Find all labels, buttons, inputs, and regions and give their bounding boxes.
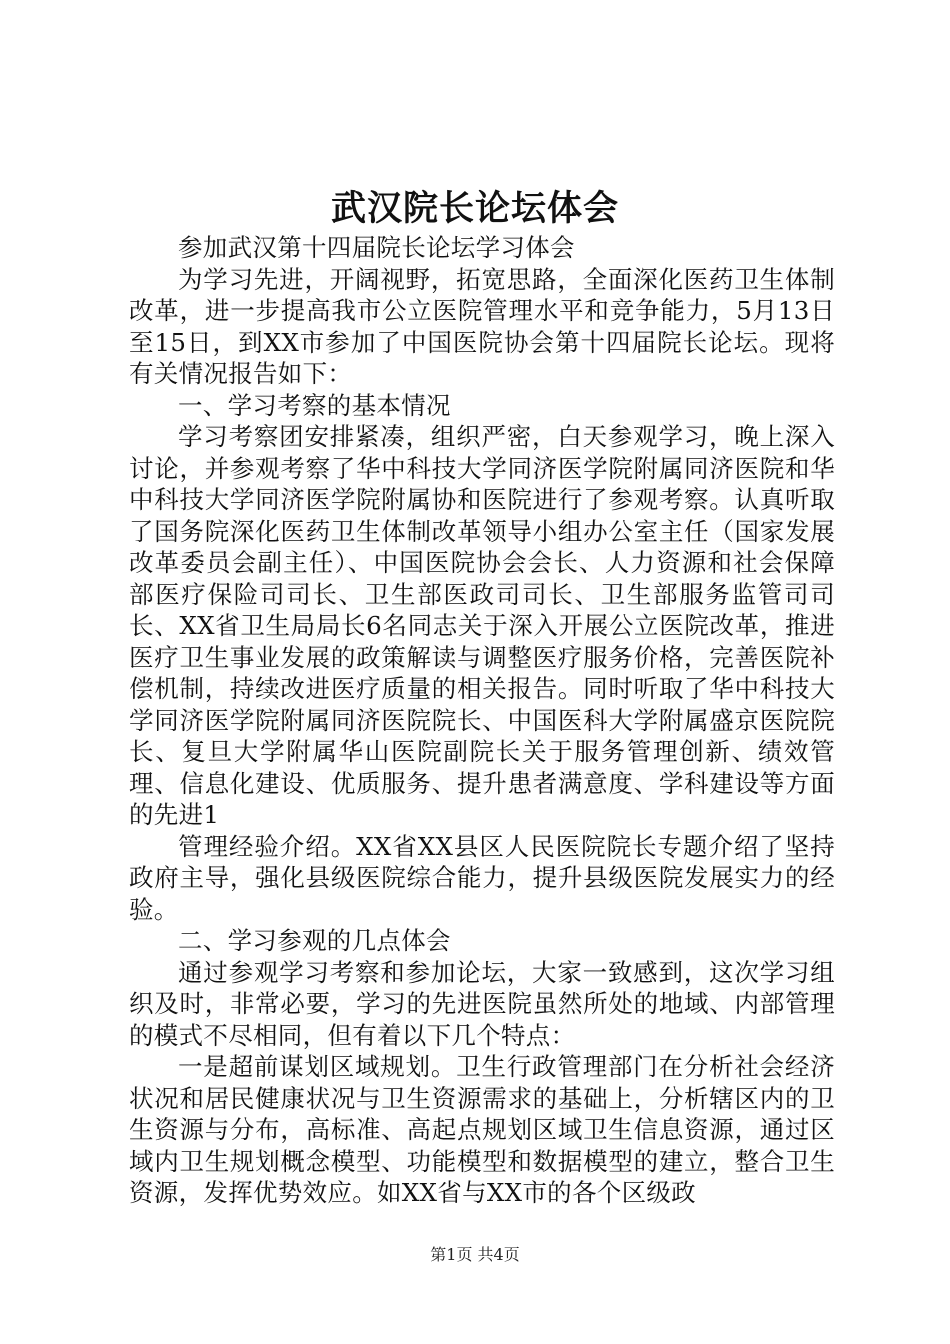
page-title: 武汉院长论坛体会 bbox=[330, 188, 619, 229]
paragraph: 通过参观学习考察和参加论坛，大家一致感到，这次学习组织及时，非常必要，学习的先进医院虽然所处的地域、内部管理的模式不尽相同，但有着以下几个特点： bbox=[129, 957, 835, 1050]
paragraph: 参加武汉第十四届院长论坛学习体会 bbox=[178, 233, 575, 262]
section-heading: 一、学习考察的基本情况 bbox=[178, 390, 451, 420]
document-body bbox=[129, 232, 835, 1209]
paragraph: 一是超前谋划区域规划。卫生行政管理部门在分析社会经济状况和居民健康状况与卫生资源需求的基础上，分析辖区内的卫生资源与分布，高标准、高起点规划区域卫生信息资源，通过区域内卫生规划概念模型、功能模型和数据模型的建立，整合卫生资源，发挥优势效应。如XX省与XX市的各个区级政 bbox=[129, 1052, 835, 1207]
page-footer: 第1页 共4页 bbox=[430, 1245, 520, 1264]
paragraph: 学习考察团安排紧凑，组织严密，白天参观学习，晚上深入讨论，并参观考察了华中科技大学同济医学院附属同济医院和华中科技大学同济医学院附属协和医院进行了参观考察。认真听取了国务院深化医药卫生体制改革领导小组办公室主任（国家发展改革委员会副主任）、中国医院协会会长、人力资源和社会保障部医疗保险司司长、卫生部医政司司长、卫生部服务监管司司长、XX省卫生局局长6名同志关于深入开展公立医院改革，推进医疗卫生事业发展的政策解读与调整医疗服务价格，完善医院补偿机制，持续改进医疗质量的相关报告。同时听取了华中科技大学同济医学院附属同济医院院长、中国医科大学附属盛京医院院长、复旦大学附属华山医院副院长关于服务管理创新、绩效管理、信息化建设、优质服务、提升患者满意度、学科建设等方面的先进1 bbox=[129, 422, 835, 829]
paragraph: 为学习先进，开阔视野，拓宽思路，全面深化医药卫生体制改革，进一步提高我市公立医院管理水平和竞争能力，5月13日至15日，到XX市参加了中国医院协会第十四届院长论坛。现将有关情况报告如下： bbox=[129, 264, 835, 388]
section-heading: 二、学习参观的几点体会 bbox=[178, 926, 451, 955]
paragraph: 管理经验介绍。XX省XX县区人民医院院长专题介绍了坚持政府主导，强化县级医院综合能力，提升县级医院发展实力的经验。 bbox=[129, 831, 835, 924]
